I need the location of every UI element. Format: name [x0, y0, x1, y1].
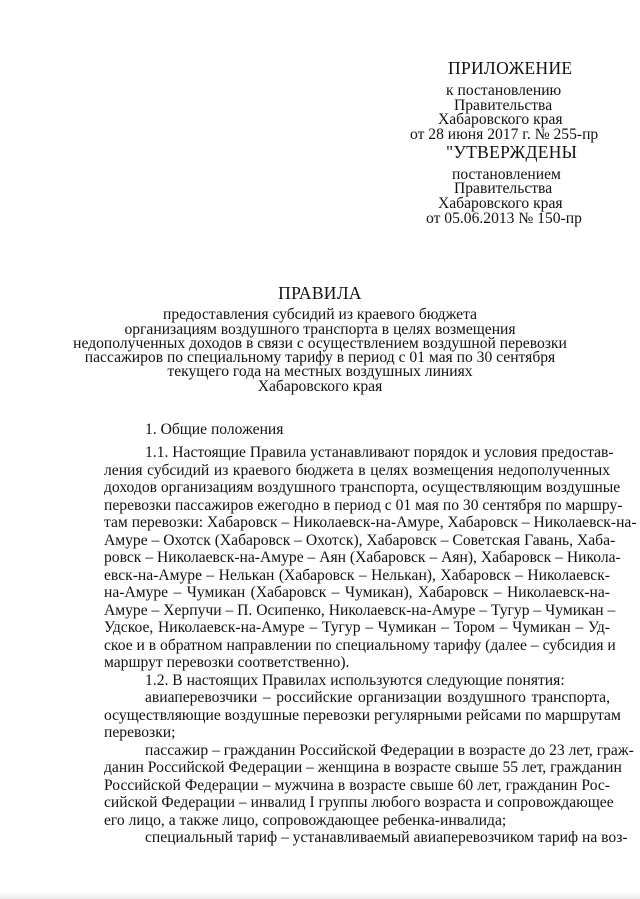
body-line: на-Амуре – Чумикан (Хабаровск – Чумикан), Хабаровск – Николаевск-на- [104, 584, 610, 601]
appendix-line: Хабаровского края [438, 111, 563, 128]
body-line: перевозки пассажиров ежегодно в период с 01 мая по 30 сентября по маршру- [104, 497, 623, 514]
rules-subtitle-line: пассажиров по специальному тарифу в период с 01 мая по 30 сентября [84, 349, 556, 366]
scan-edge [0, 892, 640, 899]
approved-date: от 05.06.2013 № 150-пр [426, 210, 582, 227]
body-line: 1.1. Настоящие Правила устанавливают порядок и условия предостав- [145, 444, 614, 461]
body-line: ровск – Николаевск-на-Амуре – Аян (Хабаровск – Аян), Хабаровск – Никола- [104, 549, 621, 566]
appendix-date: от 28 июня 2017 г. № 255-пр [410, 126, 599, 143]
rules-subtitle-line: текущего года на местных воздушных линиях [167, 363, 473, 380]
body-line: его лицо, а также лицо, сопровождающее ребенка-инвалида; [104, 812, 507, 829]
rules-heading: ПРАВИЛА [278, 283, 362, 303]
approved-line: постановлением [452, 166, 561, 183]
body-line: там перевозки: Хабаровск – Николаевск-на-Амуре, Хабаровск – Николаевск-на- [104, 514, 637, 531]
appendix-line: к постановлению [446, 82, 562, 99]
approved-line: Правительства [454, 180, 553, 197]
section-heading: 1. Общие положения [145, 421, 284, 438]
rules-subtitle-line: организациям воздушного транспорта в целях возмещения [124, 321, 516, 338]
body-line: Российской Федерации – мужчина в возрасте свыше 60 лет, гражданин Рос- [104, 777, 610, 794]
body-line: доходов организациям воздушного транспорта, осуществляющим воздушные [104, 479, 621, 496]
appendix-line: Правительства [454, 97, 553, 114]
body-line: Удское, Николаевск-на-Амуре – Тугур – Чумикан – Тором – Чумикан – Уд- [104, 619, 610, 636]
approved-title: "УТВЕРЖДЕНЫ [446, 142, 578, 162]
rules-subtitle-line: Хабаровского края [257, 378, 383, 395]
body-line: ления субсидий из краевого бюджета в целях возмещения недополученных [104, 462, 610, 479]
body-line: специальный тариф – устанавливаемый авиаперевозчиком тариф на воз- [145, 829, 628, 846]
body-line: ское и в обратном направлении по специальному тарифу (далее – субсидия и [104, 637, 616, 654]
body-line: сийской Федерации – инвалид I группы любого возраста и сопровождающее [104, 794, 614, 811]
body-line: Амуре – Херпучи – П. Осипенко, Николаевск-на-Амуре – Тугур – Чумикан – [104, 602, 616, 619]
body-line: осуществляющие воздушные перевозки регулярными рейсами по маршрутам [104, 707, 621, 724]
body-line: Амуре – Охотск (Хабаровск – Охотск), Хабаровск – Советская Гавань, Хаба- [104, 532, 616, 549]
body-line: евск-на-Амуре – Нелькан (Хабаровск – Нелькан), Хабаровск – Николаевск- [104, 567, 610, 584]
body-line: авиаперевозчики – российские организации воздушного транспорта, [145, 689, 610, 706]
rules-subtitle-line: недополученных доходов в связи с осуществлением воздушной перевозки [73, 335, 567, 352]
body-line: пассажир – гражданин Российской Федерации в возрасте до 23 лет, граж- [145, 742, 634, 759]
appendix-title: ПРИЛОЖЕНИЕ [448, 58, 573, 78]
body-line: данин Российской Федерации – женщина в возрасте свыше 55 лет, гражданин [104, 759, 622, 776]
body-line: перевозки; [104, 724, 176, 741]
body-line: 1.2. В настоящих Правилах используются следующие понятия: [145, 672, 565, 689]
rules-subtitle-line: предоставления субсидий из краевого бюджета [163, 306, 477, 323]
body-line: маршрут перевозки соответственно). [104, 654, 350, 671]
approved-line: Хабаровского края [438, 195, 563, 212]
